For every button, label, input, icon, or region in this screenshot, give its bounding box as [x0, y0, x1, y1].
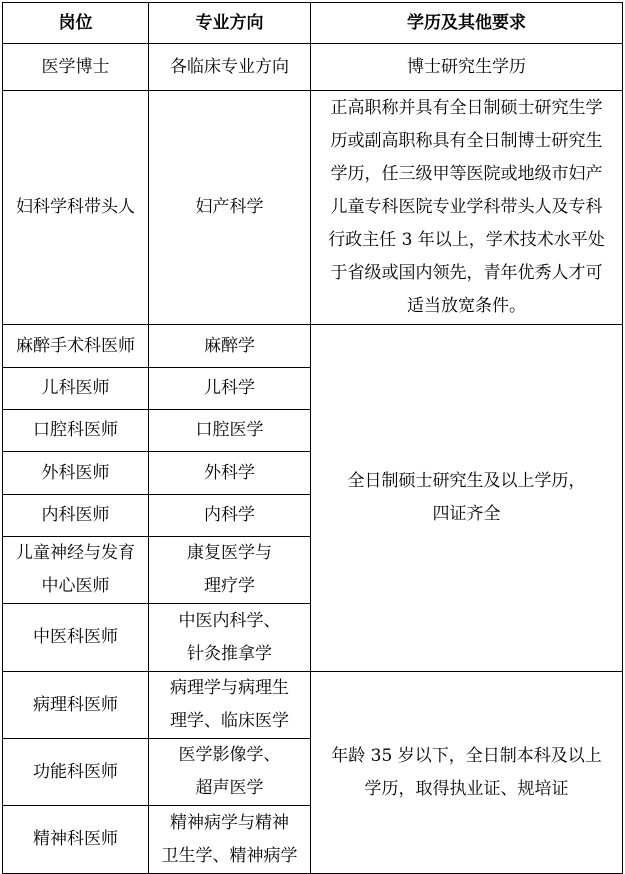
position-cell: 外科医师 — [3, 452, 149, 495]
position-cell: 功能科医师 — [3, 739, 149, 806]
header-requirement: 学历及其他要求 — [311, 3, 623, 44]
requirement-line: 行政主任 3 年以上，学术技术水平处 — [328, 230, 605, 250]
position-cell: 麻醉手术科医师 — [3, 325, 149, 368]
requirement-line: 四证齐全 — [432, 504, 501, 524]
requirement-line: 历或副高职称具有全日制博士研究生 — [330, 131, 603, 151]
position-cell — [3, 537, 149, 604]
requirement-line: 学历，任三级甲等医院或地级市妇产 — [330, 164, 603, 184]
group-requirement-cell — [311, 672, 623, 874]
major-cell: 内科学 — [149, 495, 311, 537]
requirement-line: 正高职称并具有全日制硕士研究生学 — [330, 98, 603, 118]
table-row — [3, 44, 623, 91]
table-row — [3, 325, 623, 368]
major-cell — [149, 806, 311, 874]
requirement-line: 儿童专科医院专业学科带头人及专科 — [330, 197, 603, 217]
requirement-line: 于省级或国内领先，青年优秀人才可 — [330, 263, 603, 283]
major-line: 精神病学与精神 — [170, 812, 289, 833]
requirement-line: 年龄 35 岁以下，全日制本科及以上 — [331, 745, 602, 766]
major-cell: 外科学 — [149, 452, 311, 495]
requirement-line: 适当放宽条件。 — [407, 296, 526, 316]
group-requirement-cell — [311, 325, 623, 672]
table-row — [3, 91, 623, 325]
position-cell: 儿科医师 — [3, 368, 149, 410]
position-cell: 中医科医师 — [3, 604, 149, 672]
position-cell: 口腔科医师 — [3, 410, 149, 452]
position-cell: 内科医师 — [3, 495, 149, 537]
position-cell: 精神科医师 — [3, 806, 149, 874]
major-cell — [149, 604, 311, 672]
header-row — [3, 3, 623, 44]
major-line: 中医内科学、 — [178, 610, 281, 631]
position-cell: 病理科医师 — [3, 672, 149, 739]
major-cell — [149, 537, 311, 604]
header-major: 专业方向 — [149, 3, 311, 44]
major-line: 针灸推拿学 — [187, 643, 272, 664]
requirement-line: 全日制硕士研究生及以上学历， — [347, 471, 586, 491]
major-cell — [149, 739, 311, 806]
major-line: 康复医学与 — [187, 543, 272, 563]
position-line: 中心医师 — [41, 576, 110, 596]
major-line: 理学、临床医学 — [170, 711, 289, 731]
header-position: 岗位 — [3, 3, 149, 44]
requirement-cell — [311, 91, 623, 325]
requirement-line: 学历，取得执业证、规培证 — [364, 778, 569, 799]
requirement-cell: 博士研究生学历 — [311, 44, 623, 91]
major-cell: 妇产科学 — [149, 91, 311, 325]
major-cell: 各临床专业方向 — [149, 44, 311, 91]
position-line: 儿童神经与发育 — [16, 543, 135, 563]
major-cell: 儿科学 — [149, 368, 311, 410]
major-line: 超声医学 — [195, 778, 264, 798]
major-line: 卫生学、精神病学 — [161, 845, 298, 866]
recruitment-table — [2, 2, 623, 874]
major-cell: 口腔医学 — [149, 410, 311, 452]
table-row — [3, 672, 623, 739]
position-cell: 妇科学科带头人 — [3, 91, 149, 325]
position-cell: 医学博士 — [3, 44, 149, 91]
major-line: 医学影像学、 — [178, 745, 281, 765]
major-line: 病理学与病理生 — [170, 678, 289, 698]
major-cell — [149, 672, 311, 739]
major-cell: 麻醉学 — [149, 325, 311, 368]
major-line: 理疗学 — [204, 576, 255, 596]
